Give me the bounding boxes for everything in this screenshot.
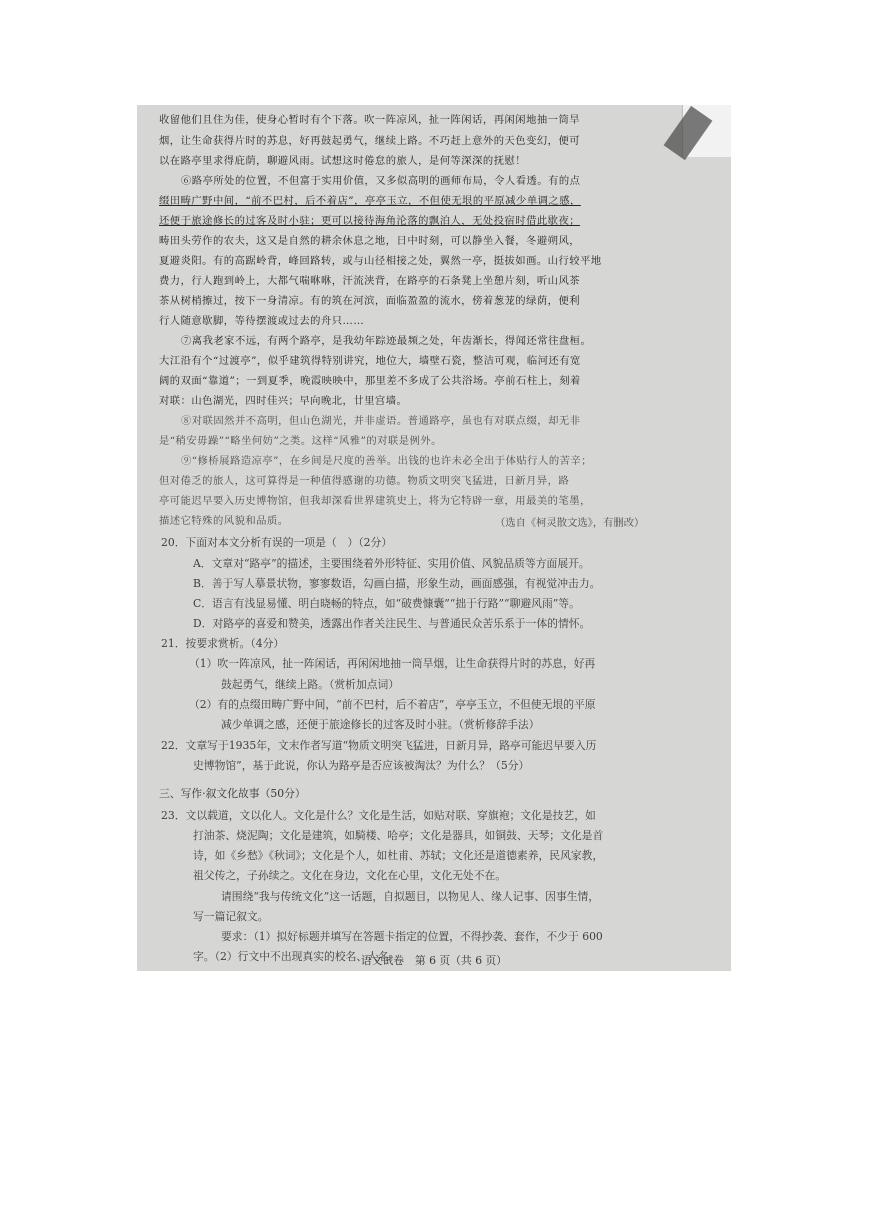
option-c: C．语言有浅显易懂、明白晓畅的特点，如“破费慷囊”“拙于行路”“聊避风雨”等。 bbox=[193, 597, 580, 610]
question-21-part-2: （2）有的点缀田畴广野中间，“前不巴村，后不着店”，亭亭玉立，不但使无垠的平原 bbox=[189, 698, 596, 711]
passage-line: 畴田头劳作的农夫，这又是自然的耕余休息之地，日中时刻，可以静坐入餐，冬避朔风， bbox=[159, 235, 581, 247]
passage-line: 以在路亭里求得庇荫，聊避风雨。试想这时倦怠的旅人，是何等深深的抚慰！ bbox=[159, 155, 527, 167]
passage-line: 费力，行人跑到岭上，大都气喘咻咻，汗流浃背，在路亭的石条凳上坐憩片刻，听山风茶 bbox=[159, 275, 581, 287]
question-23-instruction: 请围绕“我与传统文化”这一话题，自拟题目，以物见人、缘人记事、因事生情， bbox=[221, 890, 600, 903]
question-23-line: 打油茶、烧泥陶；文化是建筑，如騎楼、哈亭；文化是器具，如铜鼓、天琴；文化是首 bbox=[193, 829, 604, 842]
passage-paragraph-8-start: ⑧对联固然并不高明，但山色湖光，并非虚语。普通路亭，虽也有对联点缀，却无非 bbox=[181, 415, 581, 427]
option-d: D．对路亭的喜爱和赞美，透露出作者关注民生、与普通民众苦乐系于一体的情怀。 bbox=[193, 617, 591, 630]
passage-line: 大江沿有个“过渡亭”，似乎建筑得特别讲究，地位大，墙壁石瓷，整洁可观，临河还有宽 bbox=[159, 355, 581, 367]
source-note: （选自《柯灵散文选》，有删改） bbox=[495, 517, 645, 529]
passage-line: 阔的双面“靠道”；一到夏季，晚霞映映中，那里差不多成了公共浴场。亭前石柱上，刻着 bbox=[159, 375, 581, 387]
question-22-cont: 史博物馆”，基于此说，你认为路亭是否应该被淘汰？为什么？（5分） bbox=[193, 759, 530, 772]
question-23-requirements-cont: 字。（2）行文中不出现真实的校名、人名。 bbox=[193, 950, 400, 963]
passage-line: 行人随意歇脚，等待摆渡或过去的舟只…… bbox=[159, 315, 365, 327]
passage-line: 亭可能迟早要入历史博物馆，但我却深看世界建筑史上，将为它特辟一章，用最美的笔墨， bbox=[159, 495, 591, 507]
passage-paragraph-7-start: ⑦离我老家不远，有两个路亭，是我幼年踪迹最频之处，年齿渐长，得闻还常往盘桓。 bbox=[181, 335, 592, 347]
passage-line: 烟，让生命获得片时的苏息，好再鼓起勇气，继续上路。不巧赶上意外的天色变幻，便可 bbox=[159, 135, 581, 147]
passage-paragraph-6-start: ⑥路亭所处的位置，不但富于实用价值，又多似高明的画师布局，令人看透。有的点 bbox=[181, 175, 581, 187]
passage-line-underlined: 缀田畴广野中间，“前不巴村，后不着店”，亭亭玉立，不但使无垠的平原减少单调之感， bbox=[159, 195, 581, 207]
passage-line: 夏避炎阳。有的高踞岭背，峰回路转，或与山径相接之处，翼然一亭，挺拔如画。山行较平地 bbox=[159, 255, 602, 267]
passage-line: 对联：山色湖光，四时佳兴；早向晚北，廿里宫墙。 bbox=[159, 395, 408, 407]
passage-line: 是“稍安毋躁”“略坐何妨”之类。这样“风雅”的对联是例外。 bbox=[159, 435, 442, 447]
passage-line: 但对倦乏的旅人，这可算得是一种值得感谢的功德。物质文明突飞猛进，日新月异，路 bbox=[159, 475, 570, 487]
option-a: A．文章对“路亭”的描述，主要围绕着外形特征、实用价值、风貌品质等方面展开。 bbox=[193, 557, 590, 570]
question-23-line: 诗，如《乡愁》《秋词》；文化是个人，如杜甫、苏轼；文化还是道德素养，民风家教， bbox=[193, 849, 604, 862]
question-21-part-1-cont: 鼓起勇气，继续上路。（赏析加点词） bbox=[221, 678, 400, 691]
question-21-part-1: （1）吹一阵凉风，扯一阵闲话，再闲闲地抽一筒旱烟，让生命获得片时的苏息，好再 bbox=[189, 657, 596, 670]
section-heading-writing: 三、写作·叙文化故事（50分） bbox=[159, 787, 306, 800]
passage-line: 茶从树梢擦过，按下一身清凉。有的筑在河滨，面临盈盈的流水，傍着葱茏的绿荫，便利 bbox=[159, 295, 581, 307]
page-footer: 语文试卷 第 6 页（共 6 页） bbox=[360, 954, 508, 967]
passage-paragraph-9-start: ⑨“修桥展路造凉亭”，在乡间是尺度的善举。出钱的也许未必全出于体贴行人的苦辛； bbox=[181, 455, 593, 467]
scanned-exam-page bbox=[137, 105, 731, 971]
passage-line: 描述它特殊的风貌和品质。 bbox=[159, 515, 289, 527]
option-b: B．善于写人摹景状物，寥寥数语，勾画白描，形象生动，画面感强，有视觉冲击力。 bbox=[193, 577, 601, 590]
passage-line-underlined: 还便于旅途修长的过客及时小驻；更可以接待海角沦落的飘泊人，无处投宿时借此歇夜； bbox=[159, 215, 581, 227]
question-20: 20．下面对本文分析有误的一项是（ ）（2分） bbox=[161, 536, 393, 549]
question-23-instruction-cont: 写一篇记叙文。 bbox=[193, 910, 269, 923]
question-23: 23．文以载道，文以化人。文化是什么？文化是生活，如贴对联、穿旗袍；文化是技艺，如 bbox=[161, 809, 596, 822]
passage-line: 收留他们且住为佳，使身心暂时有个下落。吹一阵凉风，扯一阵闲话，再闲闲地抽一筒旱 bbox=[159, 114, 581, 126]
question-23-requirements: 要求：（1）拟好标题并填写在答题卡指定的位置，不得抄袭、套作，不少于 600 bbox=[221, 930, 603, 943]
question-21-part-2-cont: 减少单调之感，还便于旅途修长的过客及时小驻。（赏析修辞手法） bbox=[221, 718, 540, 731]
question-22: 22．文章写于1935年，文末作者写道“物质文明突飞猛进，日新月异，路亭可能迟早要入历 bbox=[161, 739, 597, 752]
question-23-line: 祖父传之，子孙续之。文化在身边，文化在心里，文化无处不在。 bbox=[193, 869, 507, 882]
question-21: 21．按要求赏析。（4分） bbox=[161, 637, 285, 650]
